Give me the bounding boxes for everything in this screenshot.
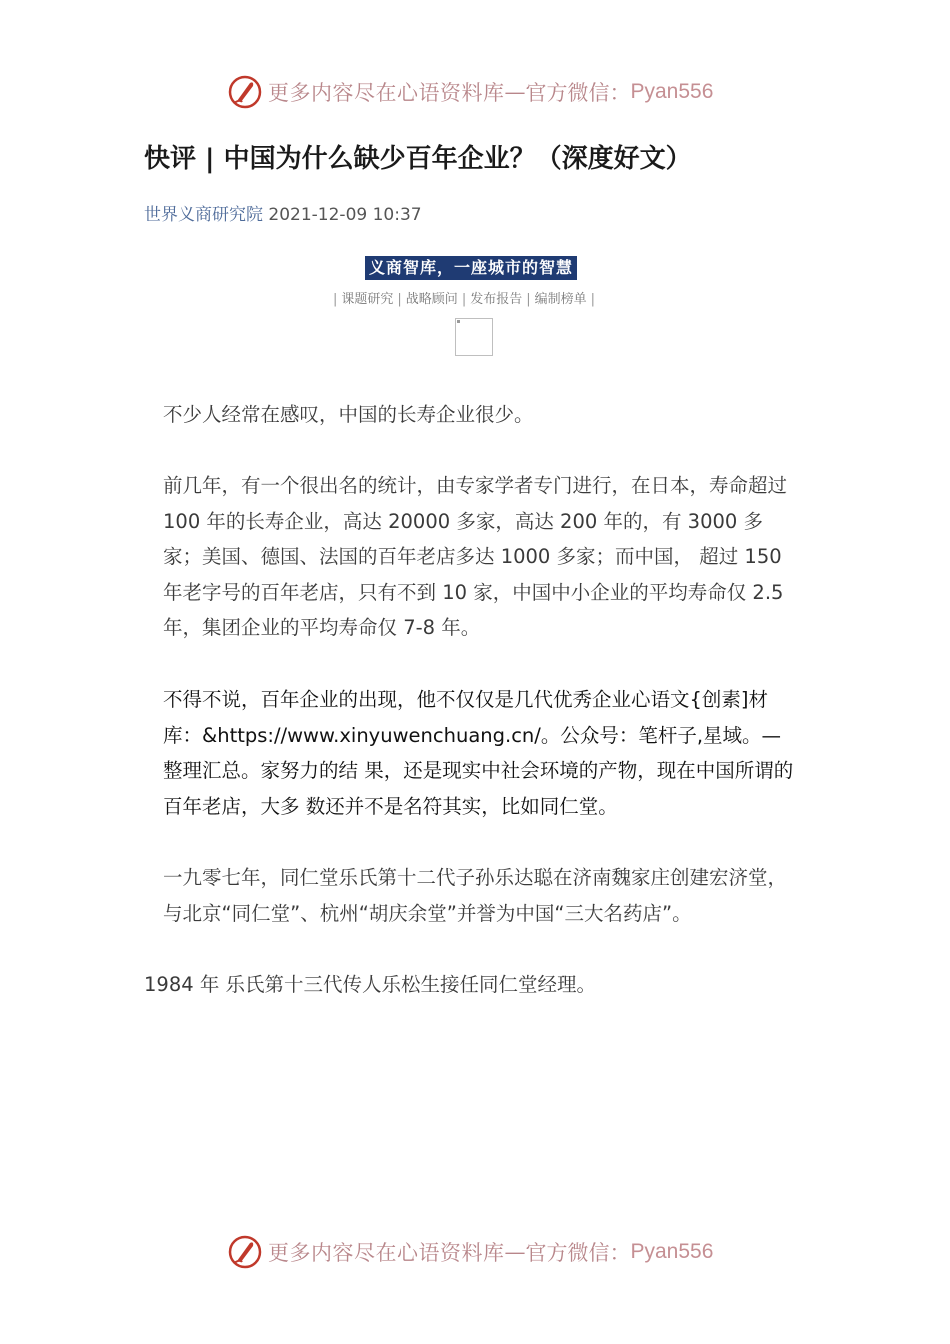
paragraph-4: 一九零七年，同仁堂乐氏第十二代子孙乐达聪在济南魏家庄创建宏济堂，与北京“同仁堂”、杭州“胡庆余堂”并誉为中国“三大名药店”。 bbox=[163, 866, 788, 925]
service-separator: | bbox=[590, 292, 596, 307]
watermark-wechat-label: 官方微信： bbox=[525, 81, 631, 105]
service-separator: | bbox=[526, 292, 531, 307]
watermark-wechat-label: 官方微信： bbox=[525, 1241, 631, 1265]
article-title: 快评 | 中国为什么缺少百年企业？（深度好文） bbox=[144, 144, 692, 174]
watermark-wechat-id: Pyan556 bbox=[630, 1240, 714, 1263]
watermark-footer bbox=[228, 1232, 713, 1272]
watermark-header bbox=[228, 72, 713, 112]
paragraph-3: 不得不说，百年企业的出现，他不仅仅是几代优秀企业心语文{创素]材库：&https://www.xinyuwenchuang.cn/。公众号：笔杆子,星域。—整理汇总。家努力的结 果，还是现实中社会环境的产物，现在中国所谓的百年老店，大多 数还并不是名符其实，比如同仁堂。 bbox=[163, 688, 794, 818]
watermark-wechat-id: Pyan556 bbox=[630, 80, 714, 103]
watermark-text: 更多内容尽在心语资料库 bbox=[268, 81, 505, 105]
service-item: 编制榜单 bbox=[534, 292, 587, 307]
service-separator: | bbox=[333, 292, 338, 307]
watermark-text: 更多内容尽在心语资料库 bbox=[268, 1241, 505, 1265]
quill-logo-icon bbox=[228, 1235, 262, 1269]
watermark-separator: — bbox=[504, 80, 526, 104]
services-list bbox=[329, 288, 599, 307]
paragraph-2: 前几年，有一个很出名的统计，由专家学者专门进行，在日本，寿命超过 100 年的长寿企业，高达 20000 多家，高达 200 年的，有 3000 多家；美国、德国、法国的百年老店多达 1000 多家；而中国， 超过 150 年老字号的百年老店，只有不到 10 家，中国中小企业的平均寿命仅 2.5 年，集团企业的平均寿命仅 7-8 年。 bbox=[163, 474, 788, 639]
quill-logo-icon bbox=[228, 75, 262, 109]
service-item: 课题研究 bbox=[341, 292, 394, 307]
paragraph-5: 1984 年 乐氏第十三代传人乐松生接任同仁堂经理。 bbox=[144, 973, 597, 996]
service-item: 战略顾问 bbox=[405, 292, 458, 307]
service-separator: | bbox=[461, 292, 467, 307]
article-meta bbox=[144, 200, 422, 225]
service-separator: | bbox=[397, 292, 402, 307]
service-item: 发布报告 bbox=[470, 292, 523, 307]
watermark-separator: — bbox=[504, 1240, 526, 1264]
author-link[interactable]: 世界义商研究院 bbox=[144, 205, 263, 225]
paragraph-1: 不少人经常在感叹，中国的长寿企业很少。 bbox=[163, 403, 534, 426]
image-placeholder bbox=[455, 318, 493, 356]
slogan-banner: 义商智库，一座城市的智慧 bbox=[365, 256, 577, 280]
publish-datetime: 2021-12-09 10:37 bbox=[268, 205, 422, 225]
